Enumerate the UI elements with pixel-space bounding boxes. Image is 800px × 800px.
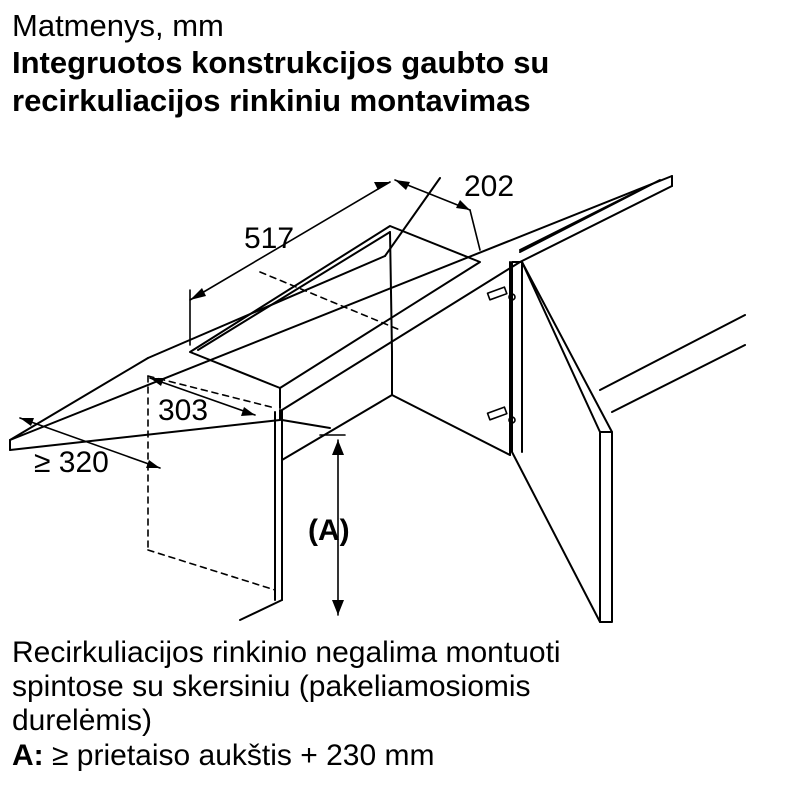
note-line-1: Recirkuliacijos rinkinio negalima montuoti <box>12 636 561 669</box>
installation-diagram <box>0 160 800 630</box>
dim-cabinet-depth-label: ≥ 320 <box>34 446 109 479</box>
cabinet-top-board <box>10 176 672 450</box>
legend-key: A: <box>12 739 44 772</box>
hood-cutout <box>190 226 480 408</box>
note-line-3: durelėmis) <box>12 704 153 737</box>
height-label-a: (A) <box>308 514 350 547</box>
dim-offset-label: 303 <box>158 394 209 427</box>
note-line-2: spintose su skersiniu (pakeliamosiomis <box>12 670 531 703</box>
cabinet-side-wall <box>240 262 520 620</box>
page-title <box>12 44 792 120</box>
footer <box>12 636 792 774</box>
dim-width-label: 517 <box>244 222 295 255</box>
legend-text: ≥ prietaiso aukštis + 230 mm <box>43 739 435 772</box>
dimensions-subtitle: Matmenys, mm <box>12 8 224 43</box>
dim-depth-label: 202 <box>464 170 515 203</box>
legend-a <box>12 738 792 774</box>
header <box>12 8 792 120</box>
title-line-1: Integruotos konstrukcijos gaubto su <box>12 45 550 80</box>
cabinet-door <box>512 262 745 622</box>
title-line-2: recirkuliacijos rinkiniu montavimas <box>12 83 531 118</box>
